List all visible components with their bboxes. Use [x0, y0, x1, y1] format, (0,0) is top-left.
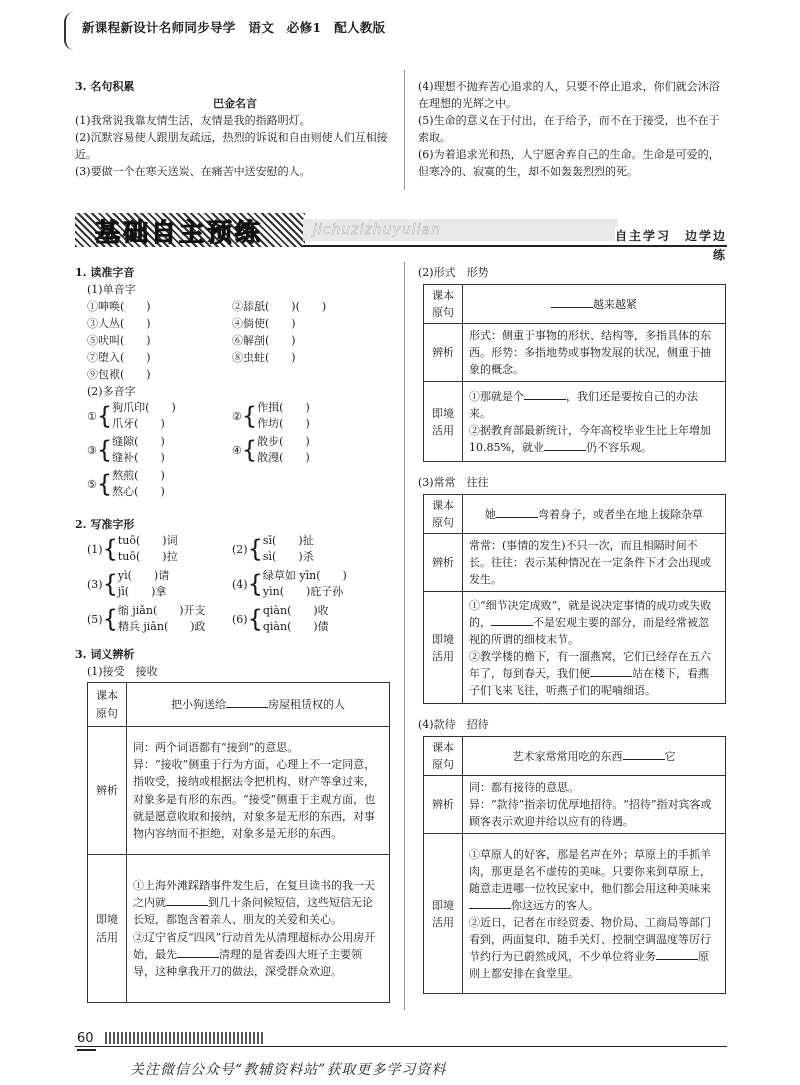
analysis-text: 同：两个词语都有“接到”的意思。 异：“接收”侧重于行为方面，心理上不一定同意，指收受，接纳或根据法令把机构、财产等拿过来，对象多是有形的东西。“接受”侧重于主观方面，也就是愿意收取和接纳，对象多是无形的东西，对事物内容纳而不拒绝，对象多是无形的东西。	[127, 727, 390, 855]
banner-underline	[303, 245, 727, 247]
usage-part: ②辽宁省反“四风”行动首先从清理超标办公用房开始，最先	[133, 930, 376, 961]
usage-part: 你这远方的客人。	[511, 898, 599, 912]
usage-part: ①那就是个	[469, 389, 524, 403]
section-banner	[75, 213, 728, 262]
banner-title: 基础自主预练	[95, 218, 264, 247]
label-source: 课本原句	[424, 495, 463, 534]
usage-part: ，我们还是要按自己的办法来。	[469, 389, 698, 420]
writing-group	[87, 533, 232, 565]
poly-reading: 狗爪印( )	[112, 401, 176, 415]
quote-item: (3)要做一个在寒天送炭、在痛苦中送安慰的人。	[75, 165, 311, 179]
quote-item: (4)理想不抛弃苦心追求的人，只要不停止追求，你们就会沐浴在理想的光辉之中。	[418, 80, 720, 111]
poly-reading: 缝补( )	[112, 451, 165, 465]
quote-item: (6)为着追求光和热，人宁愿舍弃自己的生命。生命是可爱的，但寒冷的、寂寞的生，却不如轰轰烈烈的死。	[418, 148, 720, 179]
writing-num: (1)	[87, 542, 103, 556]
analysis-text: 常常：(事情的发生)不只一次，而且相隔时间不长。往往：表示某种情况在一定条件下才会出现或发生。	[463, 534, 726, 592]
writing-line: tuō( )词	[117, 534, 178, 548]
analysis-text: 形式：侧重于事物的形状、结构等，多指具体的东西。形势：多指地势或事物发展的状况，侧重于抽象的概念。	[463, 324, 726, 382]
usage-part: 不是宏观主要的部分，而是经常被忽视的所谓的细枝末节。	[469, 615, 709, 646]
blank	[544, 439, 586, 451]
poly-group	[87, 434, 232, 466]
single-char-item: ④倘使( )	[232, 317, 296, 331]
label-source: 课本原句	[424, 737, 463, 776]
poly-group	[87, 400, 232, 432]
single-char-item: ⑨包袱( )	[87, 368, 151, 382]
brace-icon: {	[102, 605, 118, 634]
writing-num: (5)	[87, 612, 103, 626]
writing-line: 绿草如 yīn( )	[262, 569, 347, 583]
writing-num: (6)	[232, 612, 248, 626]
t3-title: (3)常常 往往	[418, 476, 489, 489]
page-number-dots	[105, 1032, 265, 1044]
poly-num: ④	[232, 443, 242, 457]
usage-text	[463, 592, 726, 704]
writing-line: 精兵 jiǎn( )政	[117, 620, 206, 634]
analysis-text: 同：都有接待的意思。 异：“款待”指亲切优厚地招待。“招待”指对宾客或顾客表示欢迎并给以应有的待遇。	[463, 776, 726, 834]
section-pronunciation	[75, 264, 395, 500]
brace-icon: {	[247, 570, 263, 599]
single-char-item: ①呻唤( )	[87, 300, 151, 314]
source-text: 越来越紧	[593, 297, 637, 311]
blank	[656, 948, 698, 960]
single-char-item: ②舔舐( )( )	[232, 300, 327, 314]
source-sentence	[463, 285, 726, 324]
usage-part: ①上海外滩踩踏事件发生后，在复旦读书的我一天之内就	[133, 879, 375, 910]
table-xingshi	[423, 284, 726, 462]
source-text: 房屋租赁权的人	[268, 697, 345, 711]
brace-icon: {	[96, 402, 113, 431]
source-text: 艺术家常常用吃的东西	[512, 749, 623, 763]
usage-text	[463, 382, 726, 462]
t1-title: (1)接受 接收	[87, 665, 158, 679]
section-writing	[75, 516, 395, 635]
label-analysis: 辨析	[424, 776, 463, 834]
poly-group	[232, 400, 382, 432]
single-char-item: ③人丛( )	[87, 317, 151, 331]
writing-line: qiàn( )收	[262, 604, 329, 618]
blank	[469, 897, 511, 909]
poly-num: ⑤	[87, 477, 97, 491]
writing-line: sī( )扯	[262, 534, 314, 548]
label-usage: 即境活用	[424, 834, 463, 994]
poly-reading: 作坊( )	[257, 417, 310, 431]
source-sentence	[463, 495, 726, 534]
section1-title: 1. 读准字音	[75, 266, 135, 279]
writing-line: jī( )拿	[117, 585, 167, 599]
source-sentence	[127, 683, 390, 727]
writing-line: sì( )杀	[262, 550, 314, 564]
writing-num: (2)	[232, 542, 248, 556]
usage-part: 原则上都安排在食堂里。	[469, 949, 709, 980]
banner-pinyin-strip	[303, 219, 618, 241]
writing-line: 缩 jiǎn( )开支	[117, 604, 206, 618]
label-usage: 即境活用	[88, 855, 127, 1003]
table-jieshou	[87, 682, 390, 1003]
table-changchang	[423, 494, 726, 704]
single-char-grid	[75, 298, 395, 383]
page-number: 60	[77, 1029, 96, 1051]
usage-part: 站在楼下，看燕子们飞来飞往，听燕子们的呢喃细语。	[469, 666, 709, 697]
usage-text	[463, 834, 726, 994]
usage-part: 到几十条问候短信，这些短信无论长短，都饱含着亲人、朋友的关爱和关心。	[133, 896, 373, 927]
poly-reading: 作揖( )	[257, 401, 310, 415]
blank	[166, 894, 208, 906]
poly-num: ③	[87, 443, 97, 457]
column-divider-main	[404, 262, 405, 1010]
source-text: 把小狗送给	[171, 697, 226, 711]
t4-title: (4)款待 招待	[418, 718, 489, 731]
poly-reading: 散漫( )	[257, 451, 310, 465]
label-analysis: 辨析	[424, 534, 463, 592]
writing-line: qiàn( )债	[262, 620, 329, 634]
usage-part: ①“细节决定成败”，就是说决定事情的成功或失败的，	[469, 598, 712, 629]
usage-part: ②近日，记者在市经贸委、物价局、工商局等部门看到，两面复印、随手关灯、控制空调温度等厉行节约行为已蔚然成风，不少单位将业务	[469, 915, 711, 963]
footer-watermark: 关注微信公众号“教辅资料站”获取更多学习资料	[130, 1062, 447, 1078]
page-number-block	[75, 1028, 265, 1048]
poly-num: ①	[87, 409, 97, 423]
quote-item: (1)我常说我靠友情生活，友情是我的指路明灯。	[75, 114, 311, 128]
single-char-item: ⑥解剖( )	[232, 334, 296, 348]
label-source: 课本原句	[88, 683, 127, 727]
usage-part: ②教学楼的檐下，有一溜燕窝，它们已经存在五六年了，每到春天，我们便	[469, 649, 711, 680]
poly-char-grid	[75, 400, 395, 500]
poly-reading: 散步( )	[257, 435, 310, 449]
quotes-right	[418, 78, 728, 180]
column-divider-top	[404, 70, 405, 190]
writing-group	[232, 533, 382, 565]
writing-group	[232, 568, 382, 600]
section-meaning	[75, 646, 395, 680]
brace-icon: {	[102, 570, 118, 599]
writing-line: yìn( )庇子孙	[262, 585, 344, 599]
poly-reading: 熬煎( )	[112, 469, 165, 483]
table-kuandai	[423, 736, 726, 994]
t2-title: (2)形式 形势	[418, 266, 489, 279]
writing-group	[87, 603, 232, 635]
writing-group	[232, 603, 382, 635]
single-char-item: ⑧虫蛀( )	[232, 351, 296, 365]
banner-pinyin: jichuzizhuyulian	[313, 222, 441, 238]
blank	[496, 506, 538, 518]
label-analysis: 辨析	[424, 324, 463, 382]
writing-line: yì( )请	[117, 569, 170, 583]
label-usage: 即境活用	[424, 382, 463, 462]
label-usage: 即境活用	[424, 592, 463, 704]
usage-part: ①草原人的好客，那是名声在外；草原上的手抓羊肉，那更是名不虚传的美味。只要你来到草原上，随意走进哪一位牧民家中，他们都会用这种美味来	[469, 847, 711, 895]
poly-group	[232, 434, 382, 466]
blank	[524, 388, 566, 400]
brace-icon: {	[96, 436, 113, 465]
brace-icon: {	[102, 535, 118, 564]
blank	[177, 946, 219, 958]
quotes-subtitle: 巴金名言	[213, 97, 257, 111]
banner-tag: 自主学习 边学边练	[615, 229, 728, 262]
usage-text	[127, 855, 390, 1003]
blank	[551, 296, 593, 308]
single-sub-title: (1)单音字	[87, 283, 136, 297]
poly-reading: 缝隙( )	[112, 435, 165, 449]
poly-num: ②	[232, 409, 242, 423]
quote-item: (2)沉默容易使人跟朋友疏远，热烈的诉说和自由则使人们互相接近。	[75, 131, 388, 162]
brace-icon: {	[241, 402, 258, 431]
header-bracket	[64, 12, 76, 50]
brace-icon: {	[241, 436, 258, 465]
usage-part: 清理的是省委四大班子主要领导，这种拿我开刀的做法，深受群众欢迎。	[133, 947, 362, 978]
poly-group	[87, 468, 232, 500]
source-text: 弯着身子，或者坐在地上拔除杂草	[538, 507, 703, 521]
label-analysis: 辨析	[88, 727, 127, 855]
book-header-title: 新课程新设计名师同步导学 语文 必修1 配人教版	[82, 20, 386, 35]
quotes-left	[75, 78, 395, 180]
single-char-item: ⑤吠叫( )	[87, 334, 151, 348]
poly-reading: 熬心( )	[112, 485, 165, 499]
usage-part: 仍不容乐观。	[585, 440, 652, 454]
writing-line: tuō( )拉	[117, 550, 178, 564]
writing-grid	[75, 533, 395, 635]
writing-num: (3)	[87, 577, 103, 591]
section2-title: 2. 写准字形	[75, 518, 135, 531]
source-text: 她	[485, 507, 496, 521]
brace-icon: {	[247, 605, 263, 634]
label-source: 课本原句	[424, 285, 463, 324]
footer-rule	[75, 1046, 727, 1047]
blank	[623, 748, 665, 760]
writing-num: (4)	[232, 577, 248, 591]
blank	[590, 665, 632, 677]
brace-icon: {	[96, 470, 113, 499]
usage-part: ②据教育部最新统计，今年高校毕业生比上年增加10.85%，就业	[469, 423, 711, 454]
section3-title: 3. 词义辨析	[75, 648, 135, 661]
poly-sub-title: (2)多音字	[87, 385, 136, 399]
brace-icon: {	[247, 535, 263, 564]
blank	[491, 614, 533, 626]
source-text: 它	[664, 749, 676, 763]
quotes-section-title: 3. 名句积累	[75, 80, 135, 93]
poly-reading: 爪牙( )	[112, 417, 165, 431]
single-char-item: ⑦堕入( )	[87, 351, 151, 365]
quote-item: (5)生命的意义在于付出，在于给予，而不在于接受，也不在于索取。	[418, 114, 720, 145]
writing-group	[87, 568, 232, 600]
source-sentence	[463, 737, 726, 776]
blank	[226, 696, 268, 708]
